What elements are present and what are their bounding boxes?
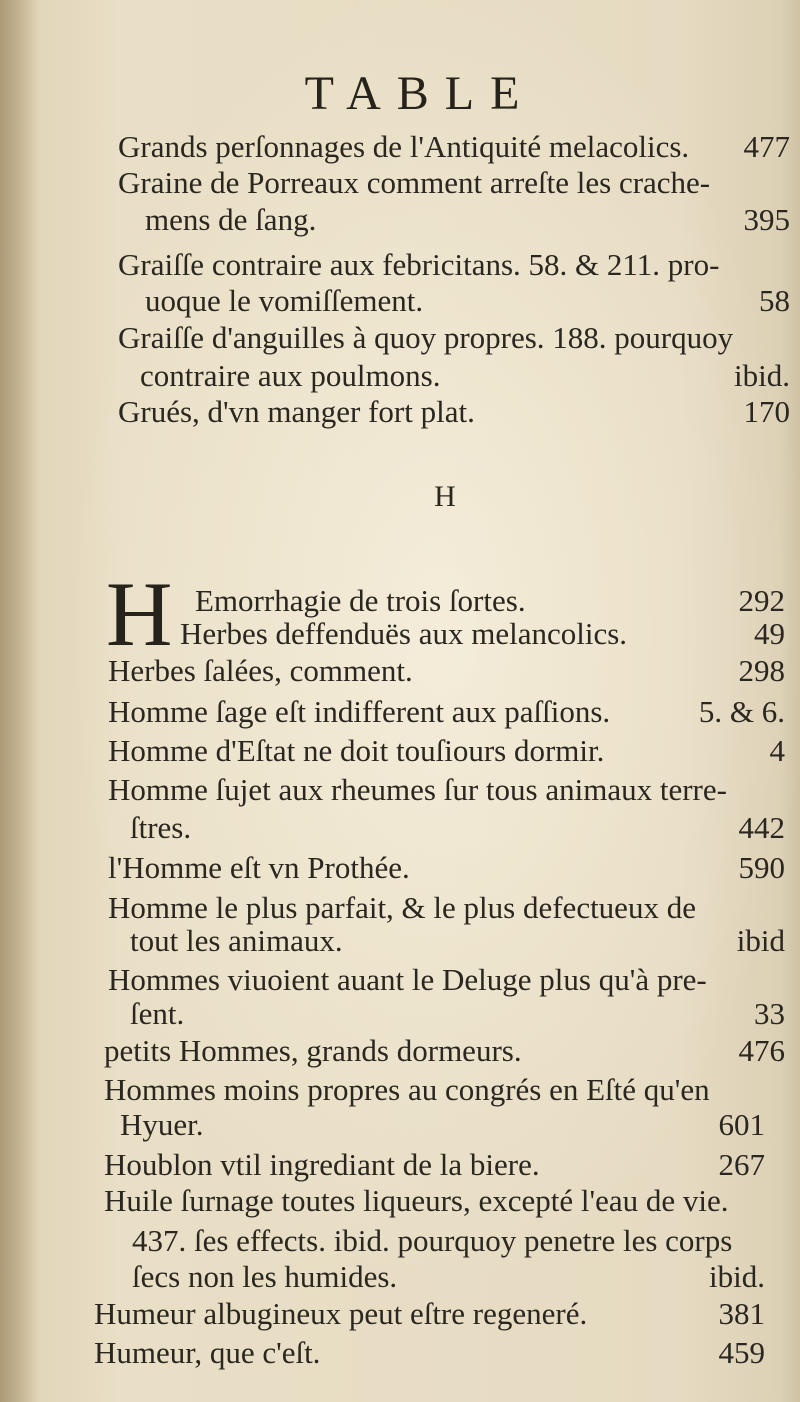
entry-text: Humeur, que c'eſt. [94,1335,321,1370]
index-entry [118,318,790,358]
entry-text: mens de ſang. [145,202,317,237]
index-entry [104,1031,785,1071]
entry-text: Homme ſage eſt indifferent aux paſſions. [108,694,611,729]
index-entry [94,1333,765,1373]
entry-text: Houblon vtil ingrediant de la biere. [104,1147,540,1182]
entry-text: Huile ſurnage toutes liqueurs, excepté l'eau de vie. [104,1183,729,1218]
entry-text: 437. ſes effects. ibid. pourquoy penetre les corps [132,1223,733,1258]
entry-text: contraire aux poulmons. [140,358,441,393]
entry-text: l'Homme eſt vn Prothée. [108,850,410,885]
index-entry [108,651,785,691]
index-entry [180,614,785,654]
index-entry [130,994,785,1034]
entry-text: Hommes moins propres au congrés en Eſté qu'en [104,1072,710,1107]
index-entry [118,392,790,432]
index-entry [108,848,785,888]
running-head: TABLE [304,67,536,120]
index-entry [118,127,790,167]
entry-text: tout les animaux. [130,923,343,958]
entry-text: ſent. [130,996,185,1031]
page-ref: 58 [759,283,790,318]
page-ref: 590 [738,850,785,885]
index-entry [120,1105,765,1145]
page-ref: 477 [743,129,790,164]
index-entry [108,692,785,732]
entry-text: Graiſſe contraire aux febricitans. 58. & 211. pro- [118,247,720,282]
page-ref: 49 [754,616,785,651]
page-ref: 442 [738,810,785,845]
entry-text: uoque le vomiſſement. [145,283,424,318]
index-entry [108,731,785,771]
page-ref: ibid [736,923,785,958]
entry-text: petits Hommes, grands dormeurs. [104,1033,522,1068]
index-entry [145,281,790,321]
page-ref: 601 [718,1107,765,1142]
index-entry [104,1070,785,1110]
entry-text: Graiſſe d'anguilles à quoy propres. 188. pourquoy [118,320,734,355]
page-ref: 298 [738,653,785,688]
page-ref: 33 [754,996,785,1031]
entry-text: Homme d'Eſtat ne doit touſiours dormir. [108,733,605,768]
index-entry [94,1294,765,1334]
page-ref: 5. & 6. [698,694,785,729]
page-ref: ibid. [709,1259,765,1294]
page-ref: 4 [769,733,785,768]
entry-text: Homme ſujet aux rheumes ſur tous animaux terre- [108,772,727,807]
index-entry [118,245,790,285]
entry-text: Hommes viuoient auant le Deluge plus qu'à pre- [108,962,707,997]
index-entry [132,1257,765,1297]
page-ref: 267 [718,1147,765,1182]
page-ref: 170 [743,394,790,429]
entry-text: ſecs non les humides. [132,1259,398,1294]
index-entry [118,163,790,203]
index-entry [104,1181,765,1221]
entry-text: Homme le plus parfait, & le plus defectueux de [108,890,696,925]
page-ref: ibid. [734,358,790,393]
entry-text: Graine de Porreaux comment arreſte les crache- [118,165,711,200]
entry-text: Hyuer. [120,1107,204,1142]
page-ref: 459 [718,1335,765,1370]
index-entry [130,921,785,961]
entry-text: Emorrhagie de trois ſortes. [195,583,526,618]
entry-text: Grués, d'vn manger fort plat. [118,394,475,429]
index-entry [140,356,790,396]
index-entry [104,1145,765,1185]
index-entry [130,808,785,848]
entry-text: Herbes ſalées, comment. [108,653,413,688]
page-ref: 292 [738,583,785,618]
drop-cap: H [106,563,173,665]
entry-text: ſtres. [130,810,192,845]
entry-text: Humeur albugineux peut eſtre regeneré. [94,1296,588,1331]
index-entry [145,200,790,240]
index-entry [132,1221,765,1261]
entry-text: Grands perſonnages de l'Antiquité melacolics. [118,129,690,164]
entry-text: Herbes deffenduës aux melancolics. [180,616,628,651]
section-letter: H [434,480,456,513]
page-ref: 395 [743,202,790,237]
page-ref: 476 [738,1033,785,1068]
index-entry [108,770,785,810]
page-ref: 381 [718,1296,765,1331]
